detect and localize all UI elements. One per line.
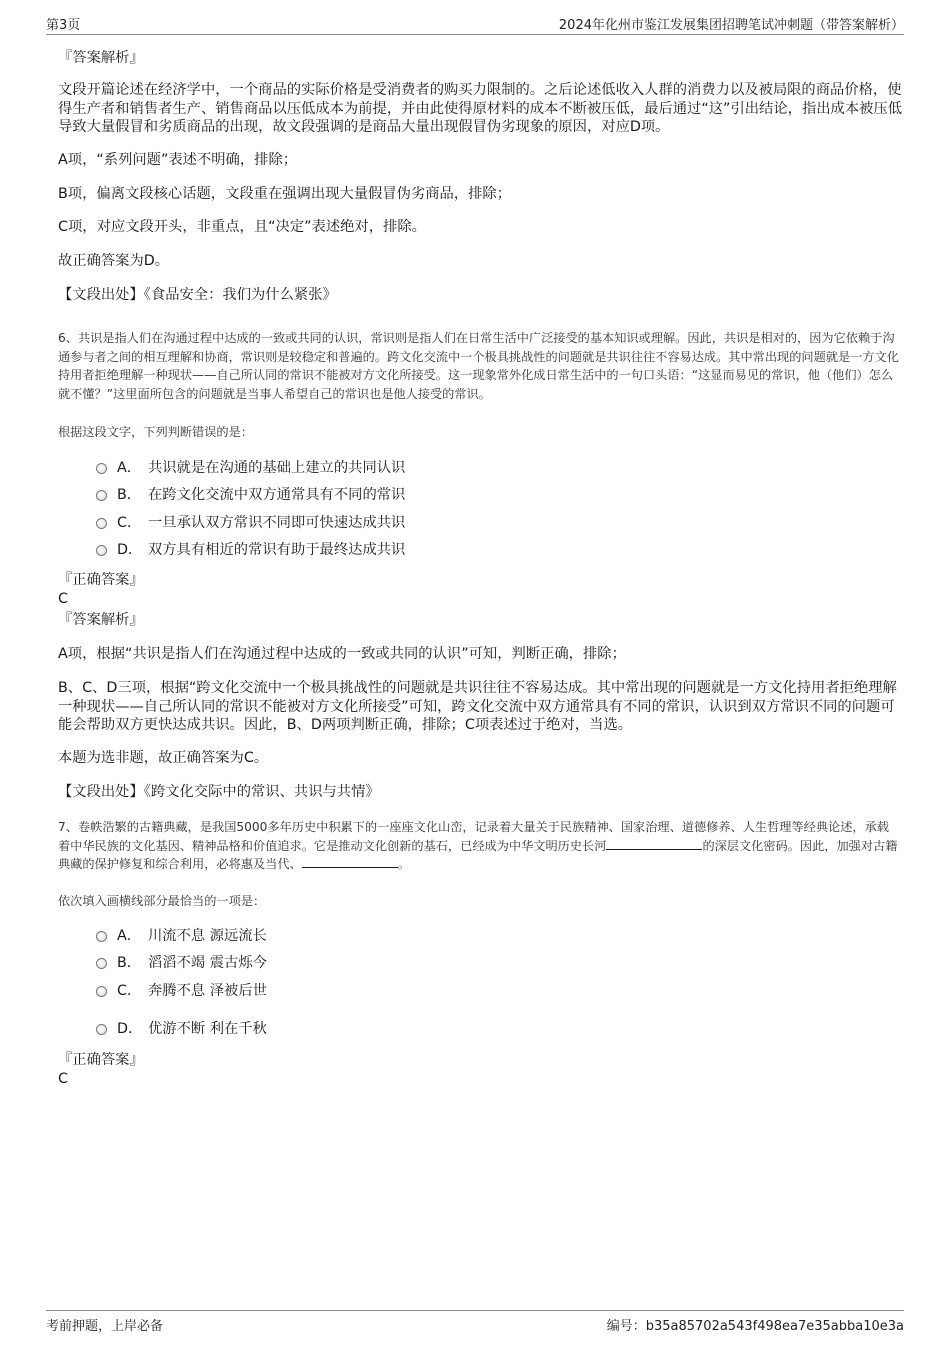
option-text: 优游不断 利在千秋 (148, 1021, 267, 1037)
q5-source: 【文段出处】《食品安全：我们为什么紧张》 (58, 287, 337, 303)
footer-slogan: 考前押题，上岸必备 (46, 1319, 164, 1334)
q7-stem-part2: 的深层文化密码。因此，加强对古籍典藏的保护修复和综合利用，必将惠及当代、 (58, 838, 898, 871)
option-letter: A． (117, 928, 142, 944)
page-header (46, 14, 904, 35)
option-text: 共识就是在沟通的基础上建立的共同认识 (148, 460, 406, 476)
radio-icon[interactable] (96, 1024, 107, 1035)
q6-source: 【文段出处】《跨文化交际中的常识、共识与共情》 (58, 784, 380, 800)
q5-analysis-option-c: C项，对应文段开头，非重点，且“决定”表述绝对，排除。 (58, 219, 426, 235)
option-text: 一旦承认双方常识不同即可快速达成共识 (148, 515, 406, 531)
option-text: 奔腾不息 泽被后世 (148, 983, 267, 999)
radio-icon[interactable] (96, 986, 107, 997)
q7-question: 依次填入画横线部分最恰当的一项是： (58, 894, 266, 908)
document-title: 2024年化州市鉴江发展集团招聘笔试冲刺题（带答案解析） (558, 18, 904, 33)
q6-stem: 6、共识是指人们在沟通过程中达成的一致或共同的认识，常识则是指人们在日常生活中广泛接受的基本知识或理解。因此，共识是相对的，因为它依赖于沟通参与者之间的相互理解和协商，常识则是较稳定和普遍的。跨文化交流中一个极具挑战性的问题就是共识往往不容易达成。其中常出现的问题就是一方文化持用者拒绝理解一种现状——自己所认同的常识不能被对方文化所接受。这一现象常外化成日常生活中的一句口头语：“这显而易见的常识，他（他们）怎么就不懂？”这里面所包含的问题就是当事人希望自己的常识也是他人接受的常识。 (58, 331, 899, 401)
radio-icon[interactable] (96, 490, 107, 501)
page-number: 第3页 (46, 18, 81, 33)
option-letter: D． (117, 1021, 143, 1037)
option-letter: A． (117, 460, 142, 476)
q5-analysis-option-b: B项，偏离文段核心话题，文段重在强调出现大量假冒伪劣商品，排除； (58, 186, 512, 202)
q6-answer-label: 『正确答案』 (58, 572, 144, 588)
option-letter: C． (117, 983, 142, 999)
option-letter: D． (117, 542, 143, 558)
q7-stem (58, 818, 901, 874)
option-letter: C． (117, 515, 142, 531)
q6-question: 根据这段文字，下列判断错误的是： (58, 425, 253, 439)
q6-analysis-label: 『答案解析』 (58, 612, 144, 628)
option-text: 双方具有相近的常识有助于最终达成共识 (148, 542, 406, 558)
option-letter: B． (117, 487, 142, 503)
q7-blank-2 (302, 855, 398, 868)
q7-answer-label: 『正确答案』 (58, 1052, 144, 1068)
radio-icon[interactable] (96, 463, 107, 474)
q5-analysis-paragraph: 文段开篇论述在经济学中，一个商品的实际价格是受消费者的购买力限制的。之后论述低收入人群的消费力以及被局限的商品价格，使得生产者和销售者生产、销售商品以压低成本为前提，并由此使得原材料的成本不断被压低，最后通过“这”引出结论，指出成本被压低导致大量假冒和劣质商品的出现，故文段强调的是商品大量出现假冒伪劣现象的原因，对应D项。 (58, 82, 903, 135)
option-text: 滔滔不竭 震古烁今 (148, 955, 267, 971)
radio-icon[interactable] (96, 958, 107, 969)
radio-icon[interactable] (96, 931, 107, 942)
option-letter: B． (117, 955, 142, 971)
radio-icon[interactable] (96, 545, 107, 556)
q6-answer: C (58, 591, 68, 607)
page-footer (46, 1310, 904, 1333)
option-text: 在跨文化交流中双方通常具有不同的常识 (148, 487, 406, 503)
q7-stem-part3: 。 (397, 857, 410, 871)
q6-conclusion: 本题为选非题，故正确答案为C。 (58, 750, 269, 766)
option-text: 川流不息 源远流长 (148, 928, 267, 944)
q5-analysis-label: 『答案解析』 (58, 50, 144, 66)
q7-blank-1 (606, 837, 702, 850)
q6-analysis-option-a: A项，根据“共识是指人们在沟通过程中达成的一致或共同的认识”可知，判断正确，排除； (58, 646, 626, 662)
radio-icon[interactable] (96, 518, 107, 529)
q5-conclusion: 故正确答案为D。 (58, 253, 170, 269)
q7-stem-part1: 7、卷帙浩繁的古籍典藏，是我国5000多年历史中积累下的一座座文化山峦，记录着大量关于民族精神、国家治理、道德修养、人生哲理等经典论述，承载着中华民族的文化基因、精神品格和价值追求。它是推动文化创新的基石，已经成为中华文明历史长河 (58, 820, 889, 853)
document-id: 编号：b35a85702a543f498ea7e35abba10e3a (606, 1319, 904, 1334)
q6-analysis-bcd: B、C、D三项，根据“跨文化交流中一个极具挑战性的问题就是共识往往不容易达成。其中常出现的问题就是一方文化持用者拒绝理解一种现状——自己所认同的常识不能被对方文化所接受”可知，跨文化交流中双方通常具有不同的常识，认识到双方常识不同的问题可能会帮助双方更快达成共识。因此，B、D两项判断正确，排除；C项表述过于绝对，当选。 (58, 680, 897, 733)
q7-answer: C (58, 1071, 68, 1087)
q5-analysis-option-a: A项，“系列问题”表述不明确，排除； (58, 152, 298, 168)
